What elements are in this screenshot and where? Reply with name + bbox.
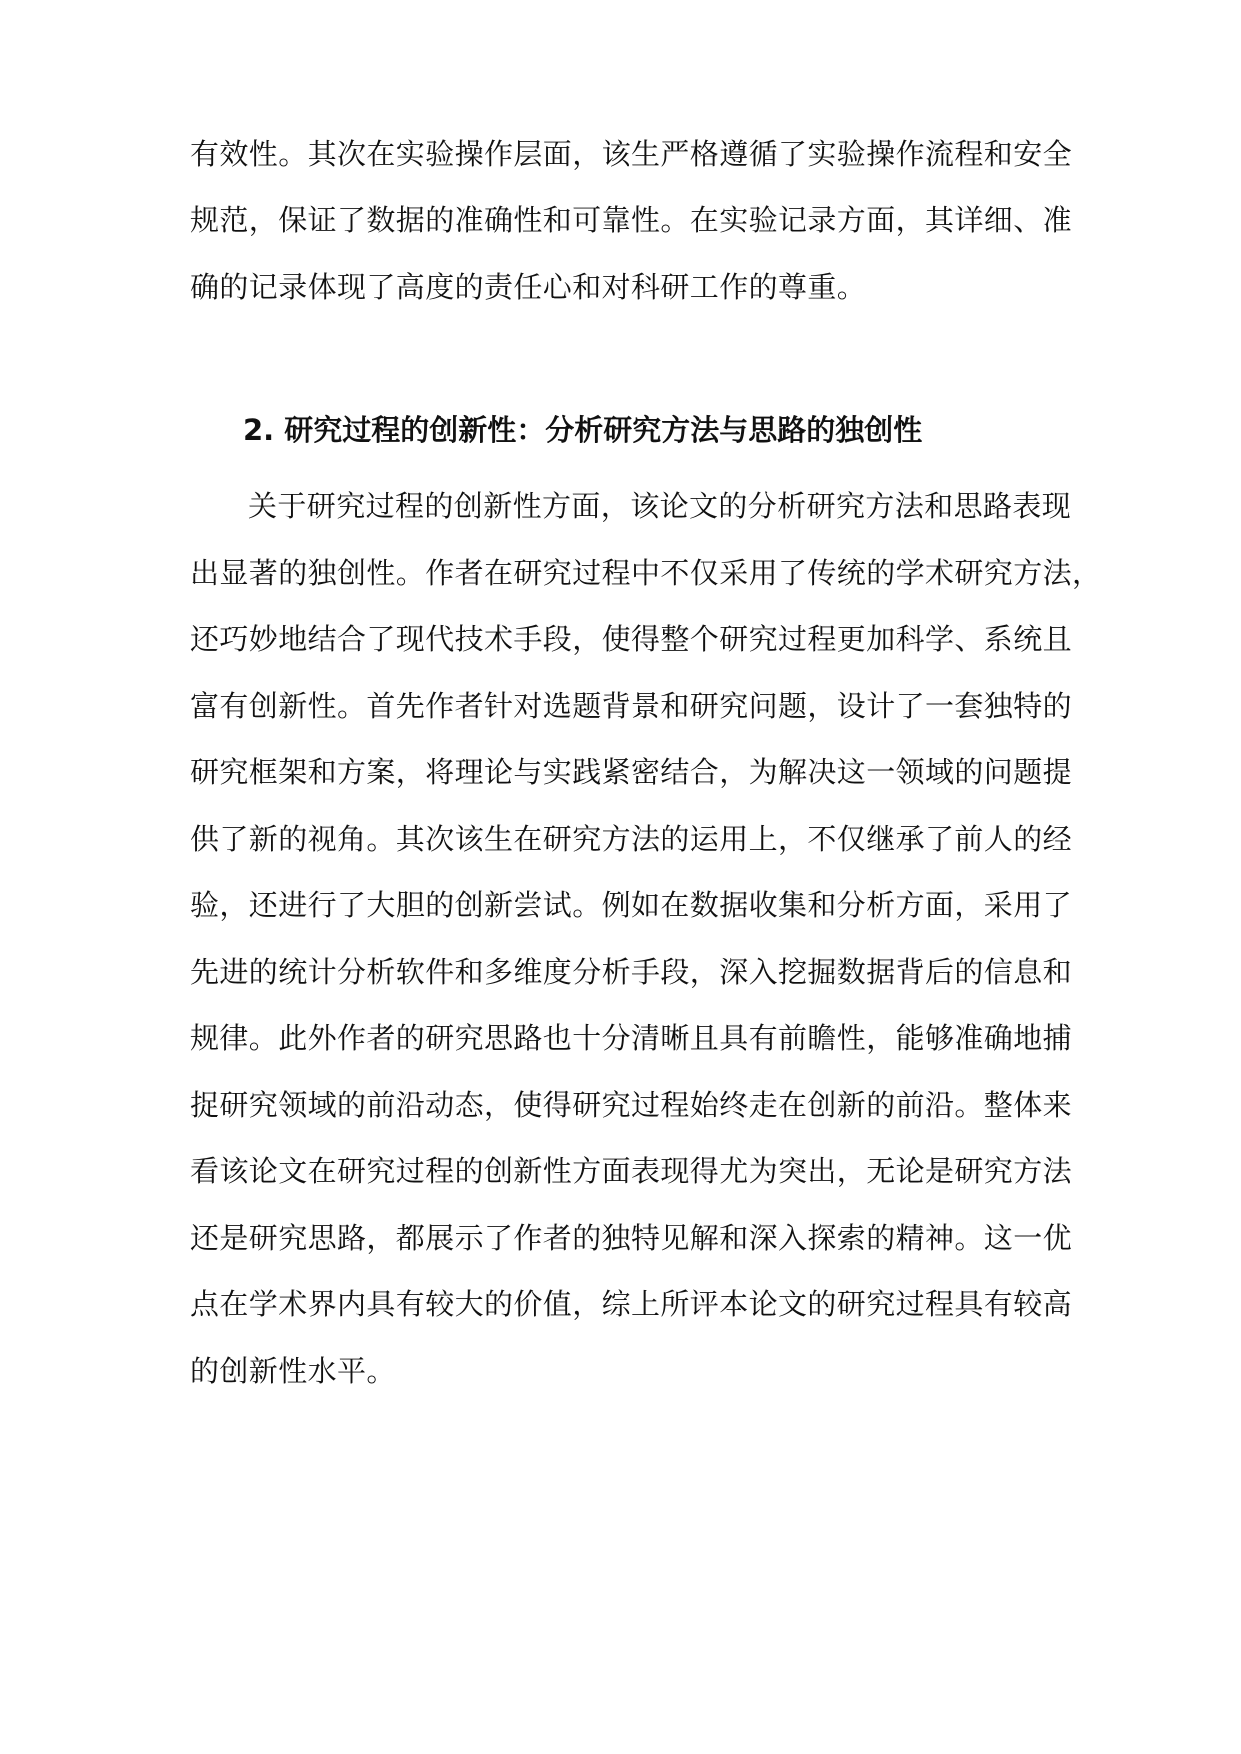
paragraph-line: 出显著的独创性。作者在研究过程中不仅采用了传统的学术研究方法， xyxy=(190,556,1102,590)
paragraph-line: 确的记录体现了高度的责任心和对科研工作的尊重。 xyxy=(190,270,867,304)
paragraph-line: 供了新的视角。其次该生在研究方法的运用上，不仅继承了前人的经 xyxy=(190,822,1073,856)
paragraph-line: 关于研究过程的创新性方面，该论文的分析研究方法和思路表现 xyxy=(248,489,1072,523)
paragraph-line: 先进的统计分析软件和多维度分析手段，深入挖掘数据背后的信息和 xyxy=(190,955,1073,989)
paragraph-line: 看该论文在研究过程的创新性方面表现得尤为突出，无论是研究方法 xyxy=(190,1154,1073,1188)
paragraph-line: 富有创新性。首先作者针对选题背景和研究问题，设计了一套独特的 xyxy=(190,689,1073,723)
paragraph-line: 的创新性水平。 xyxy=(190,1354,396,1388)
paragraph-line: 点在学术界内具有较大的价值，综上所评本论文的研究过程具有较高 xyxy=(190,1287,1073,1321)
paragraph-line: 规范，保证了数据的准确性和可靠性。在实验记录方面，其详细、准 xyxy=(190,203,1073,237)
paragraph-line: 捉研究领域的前沿动态，使得研究过程始终走在创新的前沿。整体来 xyxy=(190,1088,1073,1122)
paragraph-line: 研究框架和方案，将理论与实践紧密结合，为解决这一领域的问题提 xyxy=(190,755,1073,789)
paragraph-line: 还是研究思路，都展示了作者的独特见解和深入探索的精神。这一优 xyxy=(190,1221,1073,1255)
paragraph-line: 验，还进行了大胆的创新尝试。例如在数据收集和分析方面，采用了 xyxy=(190,888,1073,922)
paragraph-line: 规律。此外作者的研究思路也十分清晰且具有前瞻性，能够准确地捕 xyxy=(190,1021,1073,1055)
paragraph-line: 有效性。其次在实验操作层面，该生严格遵循了实验操作流程和安全 xyxy=(190,137,1073,171)
paragraph-line: 还巧妙地结合了现代技术手段，使得整个研究过程更加科学、系统且 xyxy=(190,622,1073,656)
section-heading: 2. 研究过程的创新性：分析研究方法与思路的独创性 xyxy=(243,413,923,447)
